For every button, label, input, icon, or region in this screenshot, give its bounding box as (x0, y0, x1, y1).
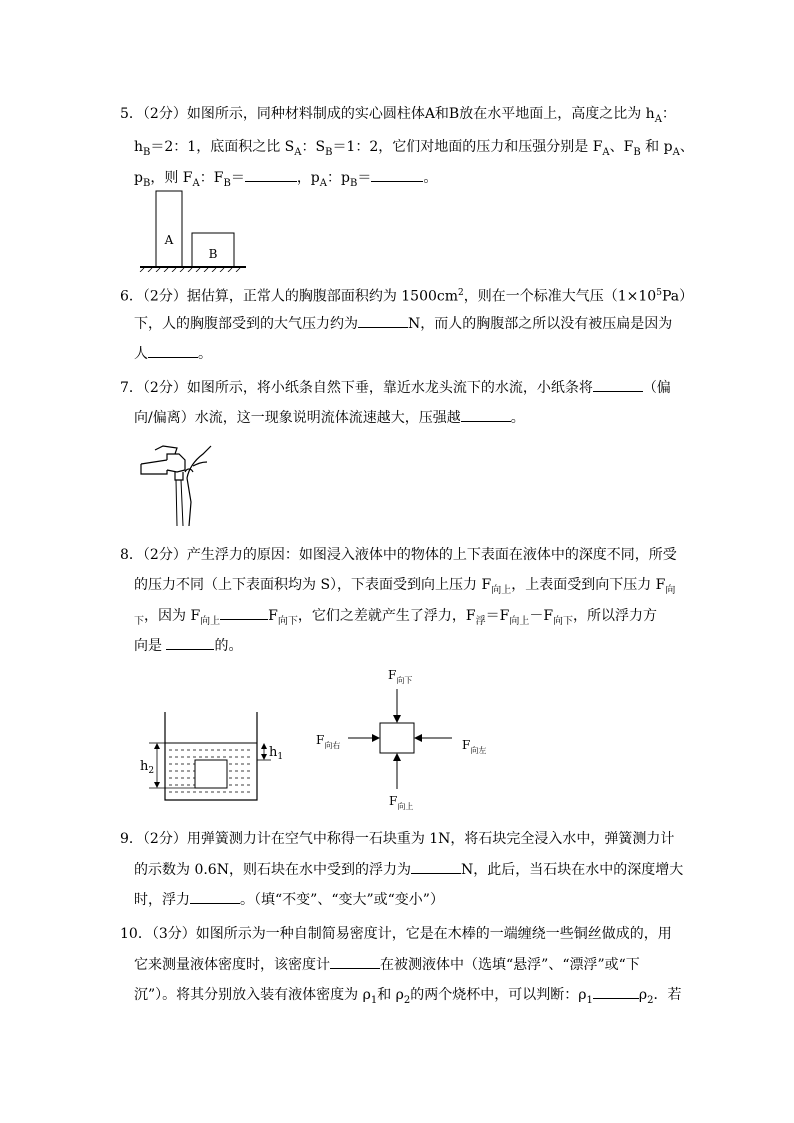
q7-text: 。 (510, 410, 525, 426)
subscript: 浮 (475, 615, 486, 627)
label-a: A (164, 233, 174, 247)
subscript: A (319, 177, 328, 189)
q5-text: ：S (301, 139, 326, 155)
faucet-handle (155, 446, 177, 454)
q8-text: －F (529, 608, 554, 624)
q5-text: 、F (609, 139, 634, 155)
q6-line-3 (134, 343, 212, 364)
q8-text: F (268, 608, 278, 624)
arrow-left-head (414, 734, 422, 742)
q10-text: 的两个烧杯中，可以判断：ρ (410, 987, 587, 1003)
q9-text: N，此后，当石块在水中的深度增大 (460, 862, 684, 878)
arrow-down-head (393, 715, 401, 723)
q8-text: 的。 (214, 638, 243, 654)
subscript: 1 (370, 994, 378, 1006)
faucet-spout (175, 472, 183, 480)
superscript: 2 (458, 288, 464, 298)
q10-line-3 (134, 984, 682, 1011)
q9-line-2 (134, 859, 683, 880)
arrow-up-head (393, 753, 401, 761)
subscript: B (223, 177, 231, 189)
subscript: B (143, 146, 151, 158)
h1-arrow-up (261, 743, 267, 749)
q9-text: 时，浮力 (134, 892, 190, 908)
q8-text: 8．（2分）产生浮力的原因：如图浸入液体中的物体的上下表面在液体中的深度不同，所受 (120, 547, 677, 563)
ground-hatching (140, 268, 240, 272)
faucet-pipe (141, 464, 167, 474)
q8-text: ＝F (485, 608, 510, 624)
subscript: 向下 (277, 615, 298, 627)
q10-text: ．若 (653, 987, 682, 1003)
label-f-down: $F_{向下}$ (388, 668, 413, 685)
hand-outline (187, 446, 211, 478)
q5-text: 。 (423, 170, 438, 186)
submerged-block (195, 760, 227, 788)
q8-text: ，所以浮力方 (573, 608, 658, 624)
q5-line-2 (134, 137, 694, 163)
q5-cylinders-figure (138, 188, 248, 272)
q5-text: ＝ (230, 170, 245, 186)
q10-text: 它来测量液体密度时，该密度计 (134, 957, 330, 973)
q9-text: 。（填“不变”、“变大”或“变小”） (240, 892, 444, 908)
subscript: 2 (647, 994, 654, 1006)
answer-blank[interactable] (166, 635, 214, 650)
q8-line-3 (134, 605, 657, 632)
answer-blank[interactable] (593, 984, 639, 999)
subscript: 1 (586, 994, 593, 1006)
q10-text: ρ (638, 987, 648, 1003)
q5-text: p (134, 170, 143, 186)
faucet-top (141, 460, 167, 464)
q8-text: ，上表面受到向下压力 F (511, 577, 666, 593)
h2-arrow-down (154, 782, 160, 788)
q10-text: 10．（3分）如图所示为一种自制简易密度计，它是在木棒的一端缠绕一些铜丝做成的，用 (120, 926, 672, 942)
q6-text: 人 (134, 346, 148, 362)
label-f-up: $F_{向上}$ (389, 794, 414, 811)
h2-arrow-up (154, 743, 160, 749)
subscript: A (294, 146, 302, 158)
q5-text: ： (661, 106, 676, 122)
q5-text: ：F (199, 170, 224, 186)
q10-text: 在被测液体中（选填“悬浮”、“漂浮”或“下 (380, 957, 640, 973)
subscript: 下 (134, 615, 144, 627)
cylinder-a (156, 191, 182, 267)
q5-text: ＝1：2，它们对地面的压力和压强分别是 F (332, 139, 603, 155)
q6-text: 下，人的胸腹部受到的大气压力约为 (134, 316, 358, 332)
subscript: B (325, 146, 333, 158)
force-block (380, 723, 414, 753)
subscript: 向上 (491, 584, 512, 596)
subscript: A (672, 146, 680, 158)
answer-blank[interactable] (190, 889, 240, 904)
q6-text: Pa） (661, 288, 694, 305)
label-f-right: $F_{向右}$ (316, 733, 341, 750)
q10-line-1 (120, 924, 672, 944)
q8-text: 向是 (134, 638, 167, 654)
q7-text: （偏 (642, 380, 671, 396)
subscript: 向下 (553, 615, 574, 627)
q5-text: ＝ (357, 170, 372, 186)
q8-text: 的压力不同（上下表面积均为 S），下表面受到向上压力 F (134, 577, 492, 593)
q10-line-2 (134, 954, 640, 975)
subscript: A (602, 146, 610, 158)
q5-text: 和 p (640, 139, 673, 155)
subscript: B (633, 146, 641, 158)
q9-text: 9．（2分）用弹簧测力计在空气中称得一石块重为 1N，将石块完全浸入水中，弹簧测力计 (120, 831, 675, 847)
q5-text: ＝2：1，底面积之比 S (150, 139, 295, 155)
q6-line-2 (134, 313, 672, 334)
q8-beaker-figure (135, 704, 295, 804)
faucet-body (167, 454, 185, 472)
q8-line-4 (134, 635, 242, 656)
q9-text: 的示数为 0.6N，则石块在水中受到的浮力为 (134, 862, 411, 878)
q7-line-2 (134, 407, 525, 428)
water-stream (176, 480, 183, 526)
subscript: B (349, 177, 358, 189)
subscript: 向上 (200, 615, 221, 627)
answer-blank[interactable] (358, 313, 408, 328)
q5-text: 5．（2分）如图所示，同种材料制成的实心圆柱体A和B放在水平地面上，高度之比为 h (120, 106, 655, 122)
h1-arrow-down (261, 754, 267, 760)
subscript: 向 (665, 584, 676, 596)
q8-text: ，它们之差就产生了浮力，F (297, 608, 476, 624)
q10-text: 沉”）。将其分别放入装有液体密度为 ρ (134, 987, 371, 1003)
subscript: B (142, 177, 151, 189)
q9-line-1 (120, 829, 674, 849)
answer-blank[interactable] (220, 605, 268, 620)
q6-text: ，则在一个标准大气压（1×10 (463, 288, 657, 305)
answer-blank[interactable] (461, 407, 511, 422)
q6-line-1 (120, 283, 693, 307)
q7-text: 向/偏离）水流，这一现象说明流体流速越大，压强越 (134, 410, 461, 426)
q7-faucet-figure (137, 442, 217, 528)
q5-text: ，p (296, 170, 320, 186)
h1-label: $h_1$ (269, 745, 284, 762)
paper-strip (187, 478, 191, 526)
answer-blank[interactable] (593, 377, 643, 392)
subscript: A (192, 177, 200, 189)
q8-line-2 (134, 575, 675, 601)
q5-line-1 (120, 104, 676, 130)
subscript: A (654, 113, 662, 125)
q8-force-diagram (312, 665, 502, 813)
q8-text: ，因为 F (144, 608, 201, 624)
q5-text: ，则 F (150, 170, 193, 186)
subscript: 2 (403, 994, 411, 1006)
q6-text: 6．（2分）据估算，正常人的胸腹部面积约为 1500cm (120, 288, 459, 305)
h2-label: $h_2$ (140, 759, 155, 776)
answer-blank[interactable] (371, 167, 423, 182)
q7-line-1 (120, 377, 671, 398)
q9-line-3 (134, 889, 444, 910)
q5-text: ：p (327, 170, 350, 186)
label-f-left: $F_{向左}$ (462, 738, 487, 755)
q6-text: N，而人的胸腹部之所以没有被压扁是因为 (408, 316, 673, 332)
q8-line-1 (120, 545, 677, 565)
superscript: 5 (656, 288, 662, 298)
q5-text: h (134, 139, 144, 155)
arrow-right-head (372, 734, 380, 742)
q10-text: 和 ρ (377, 987, 404, 1003)
answer-blank[interactable] (411, 859, 461, 874)
q7-text: 7．（2分）如图所示，将小纸条自然下垂，靠近水龙头流下的水流，小纸条将 (120, 380, 593, 396)
label-b: B (208, 247, 218, 261)
q5-text: 、 (679, 139, 694, 155)
subscript: 向上 (509, 615, 530, 627)
answer-blank[interactable] (330, 954, 380, 969)
q6-text: 。 (198, 346, 212, 362)
answer-blank[interactable] (245, 167, 297, 182)
answer-blank[interactable] (148, 343, 198, 358)
